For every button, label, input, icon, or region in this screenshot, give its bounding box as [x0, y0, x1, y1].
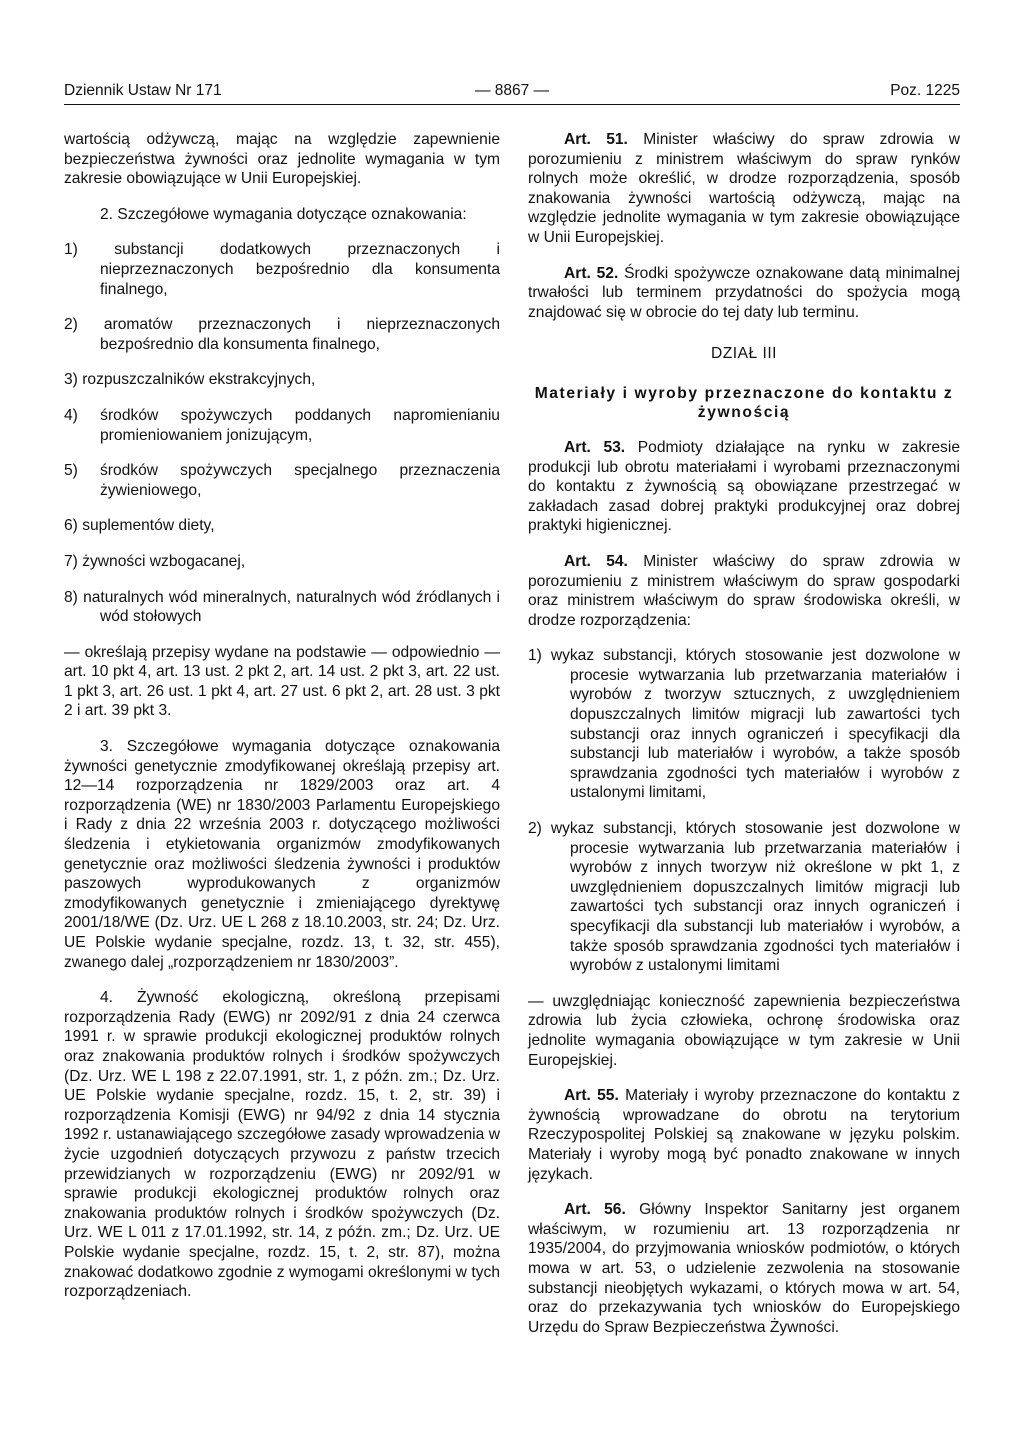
article-54-text: Minister właściwy do spraw zdrowia w porozumieniu z ministrem właściwym do spraw gospodarki oraz ministrem właściwym do spraw środowiska określi, w drodze rozporządzenia: [528, 552, 960, 629]
article-55-label: Art. 55. [564, 1087, 619, 1105]
list-item-5: 5) środków spożywczych specjalnego przeznaczenia żywieniowego, [64, 462, 500, 499]
paragraph-2: 2. Szczegółowe wymagania dotyczące oznakowania: [100, 205, 467, 223]
article-52-text: Środki spożywcze oznakowane datą minimalnej trwałości lub terminem przydatności do spożycia mogą znajdować się w obrocie do tej daty lub terminu. [528, 264, 960, 321]
right-column [528, 130, 960, 1353]
article-56-text: Główny Inspektor Sanitarny jest organem właściwym, w rozumieniu art. 13 rozporządzenia nr 1935/2004, do przyjmowania wniosków podmiotów, o których mowa w art. 53, o udzielenie zezwolenia na stosowanie substancji nieobjętych wykazami, o których mowa w art. 54, oraz do przekazywania tych wniosków do Europejskiego Urzędu do Spraw Bezpieczeństwa Żywności. [528, 1201, 960, 1336]
article-53 [528, 438, 960, 536]
article-55-text: Materiały i wyroby przeznaczone do kontaktu z żywnością wprowadzane do obrotu na terytorium Rzeczypospolitej Polskiej są znakowane w języku polskim. Materiały i wyroby mogą być ponadto znakowane w innych językach. [528, 1087, 960, 1183]
list-item-2: 2) aromatów przeznaczonych i nieprzeznaczonych bezpośrednio dla konsumenta finalnego, [64, 316, 500, 353]
article-56-label: Art. 56. [564, 1201, 626, 1219]
article-51-label: Art. 51. [564, 131, 628, 148]
list-item-7: 7) żywności wzbogacanej, [64, 552, 246, 570]
article-52 [528, 264, 960, 323]
list-item-4: 4) środków spożywczych poddanych napromienianiu promieniowaniem jonizującym, [64, 406, 500, 444]
position-number: Poz. 1225 [890, 82, 960, 99]
section-title: Materiały i wyroby przeznaczone do kontaktu z żywnością [534, 384, 954, 421]
article-54-label: Art. 54. [564, 552, 628, 570]
list-item-1: 1) substancji dodatkowych przeznaczonych i nieprzeznaczonych bezpośrednio dla konsumenta finalnego, [64, 241, 500, 298]
article-54-item-2: 2) wykaz substancji, których stosowanie jest dozwolone w procesie wytwarzania lub przetwarzania materiałów i wyrobów z innych tworzyw niż określone w pkt 1, z uwzględnieniem dopuszczalnych limitów migracji lub zawartości tych substancji oraz innych ograniczeń i specyfikacji dla substancji lub materiałów i wyrobów, a także sposób sprawdzania zgodności tych materiałów i wyrobów z ustalonymi limitami [528, 820, 960, 975]
page-header [64, 78, 960, 105]
dash-clause: — określają przepisy wydane na podstawie — odpowiednio — art. 10 pkt 4, art. 13 ust. 2 pkt 2, art. 14 ust. 2 pkt 3, art. 22 ust. 1 pkt 3, art. 26 ust. 1 pkt 4, art. 27 ust. 6 pkt 2, art. 28 ust. 3 pkt 2 i art. 39 pkt 3. [64, 643, 500, 720]
journal-title: Dziennik Ustaw Nr 171 [64, 82, 222, 99]
article-52-label: Art. 52. [564, 264, 619, 282]
list-item-3: 3) rozpuszczalników ekstrakcyjnych, [64, 371, 316, 389]
article-54-dash-clause: — uwzględniając konieczność zapewnienia bezpieczeństwa zdrowia lub życia człowieka, ochronę środowiska oraz jednolite wymagania obowiązujące w tym zakresie w Unii Europejskiej. [528, 992, 960, 1069]
paragraph-4: 4. Żywność ekologiczną, określoną przepisami rozporządzenia Rady (EWG) nr 2092/91 z dnia 24 czerwca 1991 r. w sprawie produkcji ekologicznej produktów rolnych oraz znakowania produktów rolnych i środków spożywczych (Dz. Urz. WE L 198 z 22.07.1991, str. 1, z późn. zm.; Dz. Urz. UE Polskie wydanie specjalne, rozdz. 15, t. 2, str. 39) i rozporządzenia Komisji (EWG) nr 94/92 z dnia 14 stycznia 1992 r. ustanawiającego szczegółowe zasady wprowadzenia w życie uzgodnień dotyczących przywozu z państw trzecich przewidzianych w rozporządzeniu (EWG) nr 2092/91 w sprawie produkcji ekologicznej produktów rolnych oraz znakowania produktów rolnych i środków spożywczych (Dz. Urz. WE L 011 z 17.01.1992, str. 14, z późn. zm.; Dz. Urz. UE Polskie wydanie specjalne, rozdz. 15, t. 2, str. 87), można znakować dodatkowo zgodnie z wymogami określonymi w tych rozporządzeniach. [64, 989, 500, 1301]
left-column [64, 130, 500, 1318]
article-51 [528, 130, 960, 248]
page-number: — 8867 — [474, 82, 550, 99]
article-54 [528, 552, 960, 630]
section-heading: DZIAŁ III [710, 345, 778, 363]
list-item-8: 8) naturalnych wód mineralnych, naturalnych wód źródlanych i wód stołowych [64, 588, 500, 626]
article-53-text: Podmioty działające na rynku w zakresie produkcji lub obrotu materiałami i wyrobami przeznaczonymi do kontaktu z żywnością są obowiązane przestrzegać w zakładach zasad dobrej praktyki produkcyjnej oraz dobrej praktyki higienicznej. [528, 438, 960, 535]
list-item-6: 6) suplementów diety, [64, 517, 215, 535]
article-53-label: Art. 53. [564, 438, 626, 456]
article-55 [528, 1086, 960, 1184]
article-56 [528, 1200, 960, 1337]
paragraph-3: 3. Szczegółowe wymagania dotyczące oznakowania żywności genetycznie zmodyfikowanej określają przepisy art. 12—14 rozporządzenia nr 1829/2003 oraz art. 4 rozporządzenia (WE) nr 1830/2003 Parlamentu Europejskiego i Rady z dnia 22 września 2003 r. dotyczącego możliwości śledzenia i etykietowania organizmów zmodyfikowanych genetycznie oraz możliwości śledzenia żywności i produktów paszowych wyprodukowanych z organizmów zmodyfikowanych genetycznie i zmieniającego dyrektywę 2001/18/WE (Dz. Urz. UE L 268 z 18.10.2003, str. 24; Dz. Urz. UE Polskie wydanie specjalne, rozdz. 13, t. 32, str. 455), zwanego dalej „rozporządzeniem nr 1830/2003”. [64, 738, 500, 971]
article-54-item-1: 1) wykaz substancji, których stosowanie jest dozwolone w procesie wytwarzania lub przetwarzania materiałów i wyrobów z tworzyw sztucznych, z uwzględnieniem dopuszczalnych limitów migracji lub zawartości tych substancji oraz innych ograniczeń i specyfikacji dla substancji lub materiałów i wyrobów, a także sposób sprawdzania zgodności tych materiałów i wyrobów z ustalonymi limitami, [528, 647, 960, 802]
article-51-text: Minister właściwy do spraw zdrowia w porozumieniu z ministrem właściwym do spraw rynków rolnych może określić, w drodze rozporządzenia, sposób znakowania żywności wartością odżywczą, mając na względzie jednolite wymagania w tym zakresie obowiązujące w Unii Europejskiej. [528, 131, 960, 246]
paragraph-continuation: wartością odżywczą, mając na względzie zapewnienie bezpieczeństwa żywności oraz jednolite wymagania w tym zakresie obowiązujące w Unii Europejskiej. [64, 131, 500, 188]
